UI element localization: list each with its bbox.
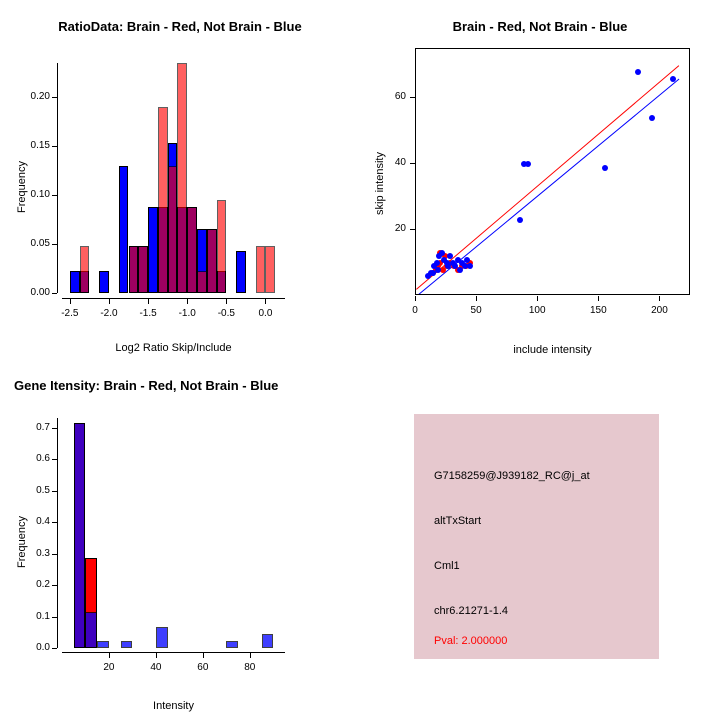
- info-pval: Pval: 2.000000: [434, 635, 508, 647]
- y-tick-label: 0.4: [36, 516, 50, 528]
- scatter-plot-area: [415, 48, 690, 295]
- x-tick-label: -1.0: [178, 308, 196, 319]
- y-tick-mark: [52, 554, 57, 555]
- y-tick-label: 0.3: [36, 547, 50, 559]
- x-tick-label: 80: [244, 662, 256, 673]
- scatter-point: [434, 260, 440, 266]
- histogram-bar: [177, 63, 187, 293]
- x-tick-mark: [537, 296, 538, 301]
- scatter-y-label: skip intensity: [374, 152, 386, 215]
- x-tick-mark: [598, 296, 599, 301]
- y-tick-mark: [410, 163, 415, 164]
- histogram-bar: [129, 246, 139, 293]
- scatter-x-label: include intensity: [513, 344, 592, 356]
- x-tick-mark: [250, 653, 251, 658]
- x-tick-mark: [109, 299, 110, 304]
- hist-ratio-y-axis: [57, 63, 58, 293]
- y-tick-mark: [52, 293, 57, 294]
- scatter-point: [439, 250, 445, 256]
- scatter-point: [435, 267, 441, 273]
- y-tick-label: 0.6: [36, 453, 50, 465]
- y-tick-label: 0.7: [36, 421, 50, 433]
- y-tick-label: 0.10: [30, 189, 50, 201]
- y-tick-mark: [52, 146, 57, 147]
- x-tick-mark: [187, 299, 188, 304]
- x-tick-label: -0.5: [217, 308, 235, 319]
- scatter-point: [525, 161, 531, 167]
- hist-ratio-x-label: Log2 Ratio Skip/Include: [115, 342, 232, 354]
- y-tick-label: 0.5: [36, 484, 50, 496]
- y-tick-label: 40: [394, 157, 406, 169]
- y-tick-mark: [52, 97, 57, 98]
- x-tick-mark: [415, 296, 416, 301]
- histogram-bar: [97, 641, 109, 648]
- x-tick-label: -1.5: [139, 308, 157, 319]
- x-tick-mark: [148, 299, 149, 304]
- histogram-bar: [148, 207, 158, 293]
- scatter-point: [467, 263, 473, 269]
- info-locus: chr6.21271-1.4: [434, 605, 508, 617]
- x-tick-mark: [265, 299, 266, 304]
- info-gene-name: Cml1: [434, 560, 460, 572]
- x-tick-label: -2.0: [100, 308, 118, 319]
- hist-intensity-x-axis: [62, 652, 285, 653]
- histogram-bar: [197, 271, 207, 293]
- hist-intensity-x-label: Intensity: [153, 700, 194, 712]
- y-tick-mark: [52, 648, 57, 649]
- scatter-title: Brain - Red, Not Brain - Blue: [452, 19, 628, 34]
- hist-ratio-x-axis: [62, 298, 285, 299]
- panel-scatter-intensity: [360, 0, 720, 360]
- y-tick-mark: [410, 229, 415, 230]
- hist-ratio-title: RatioData: Brain - Red, Not Brain - Blue: [58, 19, 302, 34]
- y-tick-mark: [52, 459, 57, 460]
- y-tick-mark: [52, 195, 57, 196]
- y-tick-mark: [52, 491, 57, 492]
- histogram-bar: [265, 246, 275, 293]
- y-tick-label: 0.00: [30, 287, 50, 298]
- hist-intensity-title: Gene Itensity: Brain - Red, Not Brain - Blue: [14, 378, 279, 393]
- histogram-bar: [262, 634, 274, 648]
- hist-ratio-plot-area: [62, 58, 285, 293]
- x-tick-label: 100: [528, 305, 546, 316]
- histogram-bar: [187, 207, 197, 293]
- x-tick-mark: [203, 653, 204, 658]
- x-tick-label: -2.5: [61, 308, 79, 319]
- hist-ratio-y-label: Frequency: [16, 161, 28, 213]
- x-tick-label: 200: [651, 305, 668, 316]
- x-tick-mark: [476, 296, 477, 301]
- y-tick-label: 0.05: [30, 238, 50, 250]
- x-tick-mark: [156, 653, 157, 658]
- histogram-bar: [226, 641, 238, 648]
- histogram-bar: [217, 200, 227, 293]
- x-tick-label: 0: [412, 305, 418, 316]
- info-event-type: altTxStart: [434, 515, 482, 527]
- histogram-bar: [85, 612, 97, 648]
- histogram-bar: [156, 627, 168, 648]
- histogram-bar: [74, 423, 86, 648]
- x-tick-label: 60: [197, 662, 209, 673]
- histogram-bar: [70, 271, 80, 293]
- x-tick-mark: [70, 299, 71, 304]
- histogram-bar: [80, 246, 90, 293]
- y-tick-mark: [52, 244, 57, 245]
- x-tick-label: 150: [589, 305, 607, 316]
- y-tick-label: 0.15: [30, 140, 50, 152]
- y-tick-mark: [52, 522, 57, 523]
- histogram-bar: [121, 641, 133, 648]
- scatter-point: [602, 165, 608, 171]
- y-tick-label: 20: [394, 223, 406, 235]
- y-tick-label: 0.0: [36, 642, 50, 653]
- histogram-bar: [256, 246, 266, 293]
- y-tick-label: 0.20: [30, 91, 50, 103]
- info-panel: [414, 414, 659, 659]
- hist-intensity-plot-area: [62, 415, 285, 648]
- scatter-point: [635, 69, 641, 75]
- y-tick-label: 60: [394, 91, 406, 103]
- x-tick-mark: [109, 653, 110, 658]
- y-tick-mark: [52, 617, 57, 618]
- histogram-bar: [158, 107, 168, 293]
- histogram-bar: [99, 271, 109, 293]
- y-tick-mark: [52, 428, 57, 429]
- x-tick-label: 0.0: [258, 308, 273, 319]
- histogram-bar: [168, 166, 178, 293]
- info-probe-id: G7158259@J939182_RC@j_at: [434, 470, 590, 482]
- hist-intensity-y-label: Frequency: [16, 516, 28, 568]
- histogram-bar: [138, 246, 148, 293]
- x-tick-label: 20: [103, 662, 115, 673]
- x-tick-label: 50: [470, 305, 482, 316]
- histogram-bar: [207, 229, 217, 293]
- y-tick-mark: [410, 97, 415, 98]
- scatter-point: [649, 115, 655, 121]
- hist-intensity-y-axis: [57, 418, 58, 648]
- histogram-bar: [236, 251, 246, 293]
- scatter-point: [670, 76, 676, 82]
- y-tick-label: 0.1: [36, 610, 50, 622]
- x-tick-label: 40: [150, 662, 162, 673]
- x-tick-mark: [659, 296, 660, 301]
- histogram-bar: [119, 166, 129, 293]
- y-tick-label: 0.2: [36, 579, 50, 591]
- scatter-point: [517, 217, 523, 223]
- panel-histogram-ratio: [0, 0, 360, 360]
- x-tick-mark: [226, 299, 227, 304]
- y-tick-mark: [52, 585, 57, 586]
- panel-histogram-intensity: [0, 360, 360, 720]
